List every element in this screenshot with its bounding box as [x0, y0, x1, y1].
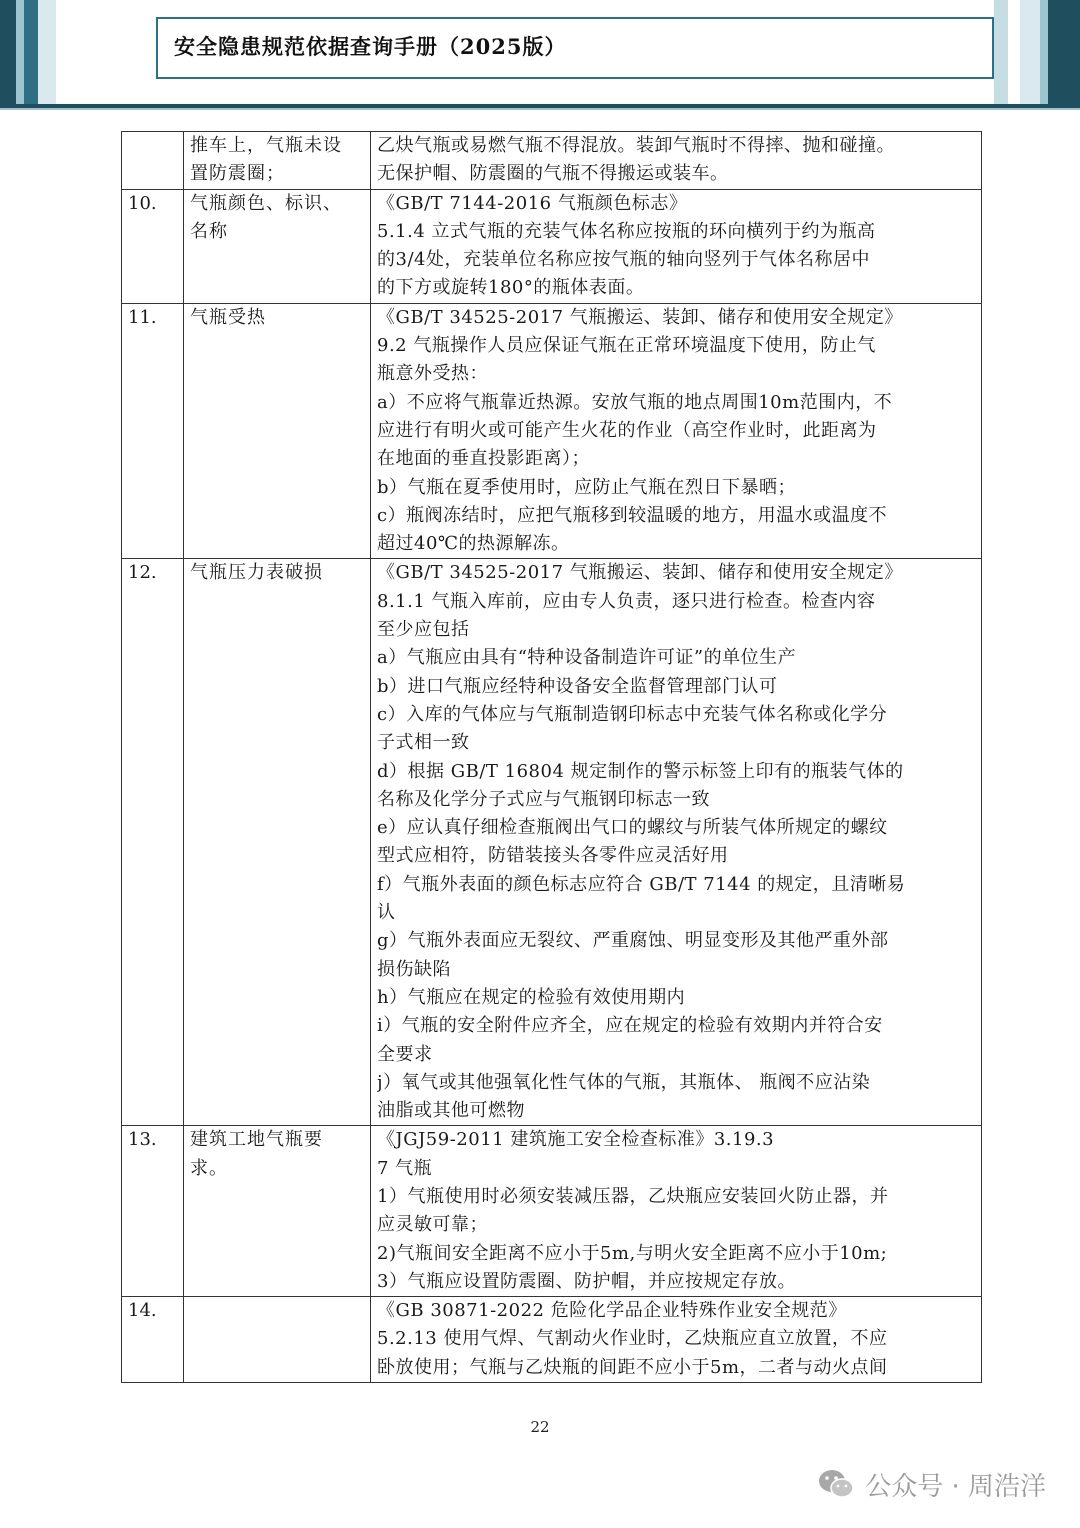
regulation-basis-line: c）瓶阀冻结时，应把气瓶移到较温暖的地方，用温水或温度不 — [377, 504, 888, 526]
table-row — [122, 1297, 982, 1383]
regulation-basis-line: 瓶意外受热： — [377, 363, 488, 385]
regulation-basis-line: 《GB/T 34525-2017 气瓶搬运、装卸、储存和使用安全规定》 — [377, 306, 903, 328]
document-title: 安全隐患规范依据查询手册（2025版） — [174, 34, 567, 59]
header-stripe — [16, 0, 24, 104]
header-stripe — [994, 0, 1008, 104]
header-stripe — [1040, 0, 1048, 104]
regulation-basis-line: g）气瓶外表面应无裂纹、严重腐蚀、明显变形及其他严重外部 — [377, 930, 889, 952]
regulation-basis-line: 至少应包括 — [377, 619, 470, 641]
regulation-basis-line: 乙炔气瓶或易燃气瓶不得混放。装卸气瓶时不得摔、抛和碰撞。 — [377, 135, 895, 156]
regulation-basis — [371, 1297, 982, 1383]
regulation-basis — [371, 1126, 982, 1297]
watermark — [817, 1466, 1046, 1502]
header-stripe — [1048, 0, 1080, 104]
wechat-icon — [817, 1467, 855, 1501]
regulation-basis-line: j）氧气或其他强氧化性气体的气瓶，其瓶体、 瓶阀不应沾染 — [377, 1071, 871, 1093]
regulation-basis-line: 5.1.4 立式气瓶的充装气体名称应按瓶的环向横列于约为瓶高 — [377, 220, 876, 242]
regulation-basis-line: 《JGJ59-2011 建筑施工安全检查标准》3.19.3 — [377, 1129, 775, 1151]
table-row — [122, 132, 982, 190]
regulation-basis — [371, 132, 982, 190]
row-number: 12. — [122, 559, 184, 1126]
header-stripe — [1008, 0, 1020, 104]
regulation-basis-line: 全要求 — [377, 1043, 433, 1065]
regulation-basis-line: 《GB/T 7144-2016 气瓶颜色标志》 — [377, 192, 688, 214]
header-rule — [0, 108, 1080, 110]
header-stripe — [0, 0, 16, 104]
table-row — [122, 1126, 982, 1297]
hazard-item-line: 建筑工地气瓶要 — [190, 1129, 323, 1151]
regulation-basis-line: 7 气瓶 — [377, 1157, 433, 1179]
regulation-basis — [371, 559, 982, 1126]
hazard-item-line: 气瓶受热 — [190, 306, 266, 328]
header-stripe — [24, 0, 38, 104]
table-row — [122, 189, 982, 303]
regulation-basis-line: 2)气瓶间安全距离不应小于5m,与明火安全距离不应小于10m; — [377, 1242, 888, 1264]
regulation-basis-line: 卧放使用；气瓶与乙炔瓶的间距不应小于5m，二者与动火点间 — [377, 1356, 888, 1378]
hazard-item — [184, 1297, 371, 1383]
regulation-basis-line: 1）气瓶使用时必须安装减压器，乙炔瓶应安装回火防止器，并 — [377, 1185, 889, 1207]
regulation-basis-line: 的下方或旋转180°的瓶体表面。 — [377, 277, 645, 299]
regulation-basis-line: 应灵敏可靠； — [377, 1214, 488, 1236]
regulation-basis-line: a）气瓶应由具有“特种设备制造许可证”的单位生产 — [377, 647, 797, 669]
hazard-item-line: 气瓶颜色、标识、 — [190, 192, 342, 214]
hazard-item — [184, 132, 371, 190]
regulation-basis-line: 认 — [377, 902, 396, 924]
table-row — [122, 559, 982, 1126]
regulation-basis-line: 型式应相符，防错装接头各零件应灵活好用 — [377, 845, 729, 867]
page-number: 22 — [530, 1418, 550, 1436]
row-number — [122, 132, 184, 190]
hazard-item — [184, 559, 371, 1126]
hazard-item-line: 置防震圈； — [190, 163, 285, 185]
regulation-basis-line: 5.2.13 使用气焊、气割动火作业时，乙炔瓶应直立放置，不应 — [377, 1328, 888, 1350]
regulation-basis-line: 在地面的垂直投影距离）； — [377, 448, 590, 470]
regulation-basis-line: 8.1.1 气瓶入库前，应由专人负责，逐只进行检查。检查内容 — [377, 590, 876, 612]
regulation-basis-line: d）根据 GB/T 16804 规定制作的警示标签上印有的瓶装气体的 — [377, 760, 904, 782]
row-number: 10. — [122, 189, 184, 303]
regulation-basis-line: 子式相一致 — [377, 732, 470, 754]
header-stripe — [56, 0, 156, 104]
regulation-basis-line: 9.2 气瓶操作人员应保证气瓶在正常环境温度下使用，防止气 — [377, 335, 876, 357]
hazard-item — [184, 189, 371, 303]
regulation-basis — [371, 189, 982, 303]
regulation-basis-line: 无保护帽、防震圈的气瓶不得搬运或装车。 — [377, 163, 729, 185]
regulation-basis-line: e）应认真仔细检查瓶阀出气口的螺纹与所装气体所规定的螺纹 — [377, 817, 888, 839]
regulation-basis-line: 名称及化学分子式应与气瓶钢印标志一致 — [377, 788, 710, 810]
regulation-basis-line: b）气瓶在夏季使用时，应防止气瓶在烈日下暴晒； — [377, 476, 797, 498]
regulation-basis-line: h）气瓶应在规定的检验有效使用期内 — [377, 986, 686, 1008]
watermark-text: 公众号 · 周浩洋 — [865, 1471, 1046, 1502]
row-number: 13. — [122, 1126, 184, 1297]
regulation-basis-line: 油脂或其他可燃物 — [377, 1100, 525, 1122]
header-title-box — [156, 17, 994, 79]
table-row — [122, 303, 982, 559]
header-stripe — [38, 0, 56, 104]
hazard-item-line: 推车上，气瓶未设 — [190, 135, 342, 156]
header-stripe — [1020, 0, 1040, 104]
regulation-basis-line: 损伤缺陷 — [377, 958, 451, 980]
regulation-basis-line: 超过40℃的热源解冻。 — [377, 533, 570, 555]
row-number: 11. — [122, 303, 184, 559]
hazard-item-line: 气瓶压力表破损 — [190, 562, 323, 584]
row-number: 14. — [122, 1297, 184, 1383]
regulation-basis-line: 应进行有明火或可能产生火花的作业（高空作业时，此距离为 — [377, 419, 877, 441]
regulation-basis-line: 3）气瓶应设置防震圈、防护帽，并应按规定存放。 — [377, 1270, 796, 1292]
hazard-item-line: 求。 — [190, 1157, 228, 1179]
regulation-basis-line: f）气瓶外表面的颜色标志应符合 GB/T 7144 的规定，且清晰易 — [377, 873, 906, 895]
regulation-basis — [371, 303, 982, 559]
hazard-item — [184, 303, 371, 559]
regulation-basis-line: i）气瓶的安全附件应齐全，应在规定的检验有效期内并符合安 — [377, 1015, 883, 1037]
regulation-basis-line: c）入库的气体应与气瓶制造钢印标志中充装气体名称或化学分 — [377, 703, 888, 725]
regulation-basis-line: 《GB/T 34525-2017 气瓶搬运、装卸、储存和使用安全规定》 — [377, 562, 903, 584]
regulation-basis-line: b）进口气瓶应经特种设备安全监督管理部门认可 — [377, 675, 778, 697]
regulation-basis-line: a）不应将气瓶靠近热源。安放气瓶的地点周围10m范围内，不 — [377, 391, 893, 413]
regulation-basis-line: 《GB 30871-2022 危险化学品企业特殊作业安全规范》 — [377, 1300, 847, 1322]
regulation-basis-line: 的3/4处，充装单位名称应按气瓶的轴向竖列于气体名称居中 — [377, 249, 870, 271]
regulation-table — [121, 131, 982, 1383]
hazard-item-line: 名称 — [190, 220, 228, 242]
hazard-item — [184, 1126, 371, 1297]
